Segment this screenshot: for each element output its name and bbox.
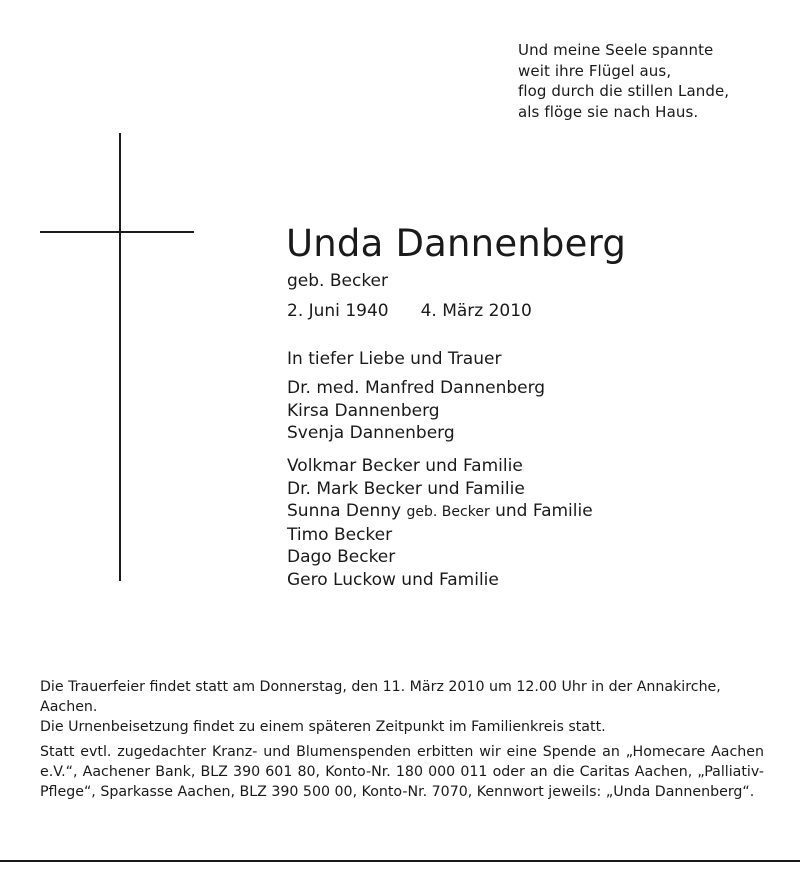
mourner-name: Svenja Dannenberg	[287, 423, 455, 444]
mourning-intro: In tiefer Liebe und Trauer	[287, 349, 502, 369]
mourner-name: Dago Becker	[287, 547, 396, 568]
poem-line: Und meine Seele spannte	[518, 41, 714, 59]
sunna-name: Sunna Denny	[287, 501, 402, 522]
sunna-suffix: und Familie	[495, 501, 593, 522]
mourner-name: Gero Luckow und Familie	[287, 569, 499, 590]
extended-family-list	[287, 455, 593, 592]
poem-line: weit ihre Flügel aus,	[518, 61, 672, 80]
poem	[518, 40, 788, 122]
mourner-name: Timo Becker	[287, 524, 393, 545]
poem-line: flog durch die stillen Lande,	[518, 82, 730, 100]
bottom-divider	[0, 860, 800, 862]
mourner-name-sunna	[287, 500, 593, 524]
mourner-name: Kirsa Dannenberg	[287, 400, 440, 421]
death-date: 4. März 2010	[420, 301, 532, 321]
deceased-maiden-name: geb. Becker	[287, 271, 389, 291]
cross-icon-horizontal-bar	[40, 231, 194, 233]
life-dates	[287, 300, 532, 322]
donation-text: Statt evtl. zugedachter Kranz- und Blumenspenden erbitten wir eine Spende an „Homecare Aachen e.V.“, Aachener Bank, BLZ 390 601 80, Konto-Nr. 180 000 011 oder an die Caritas Aachen, „Palliativ-Pflege“, Sparkasse Aachen, BLZ 390 500 00, Konto-Nr. 7070, Kennwort jeweils: „Unda Dannenberg“.	[40, 744, 764, 800]
mourner-name: Dr. Mark Becker und Familie	[287, 478, 525, 499]
close-family-list	[287, 377, 545, 445]
poem-line: als flöge sie nach Haus.	[518, 102, 699, 121]
cross-icon-vertical-bar	[119, 133, 121, 581]
mourner-name: Volkmar Becker und Familie	[287, 456, 523, 476]
funeral-info	[40, 677, 764, 802]
sunna-maiden-name: geb. Becker	[406, 504, 490, 521]
mourner-name: Dr. med. Manfred Dannenberg	[287, 378, 546, 398]
birth-date: 2. Juni 1940	[287, 301, 389, 321]
ceremony-text: Die Trauerfeier findet statt am Donnerstag, den 11. März 2010 um 12.00 Uhr in der Annakirche, Aachen.	[40, 679, 721, 715]
burial-text: Die Urnenbeisetzung findet zu einem späteren Zeitpunkt im Familienkreis statt.	[40, 719, 606, 735]
deceased-name: Unda Dannenberg	[286, 222, 627, 265]
